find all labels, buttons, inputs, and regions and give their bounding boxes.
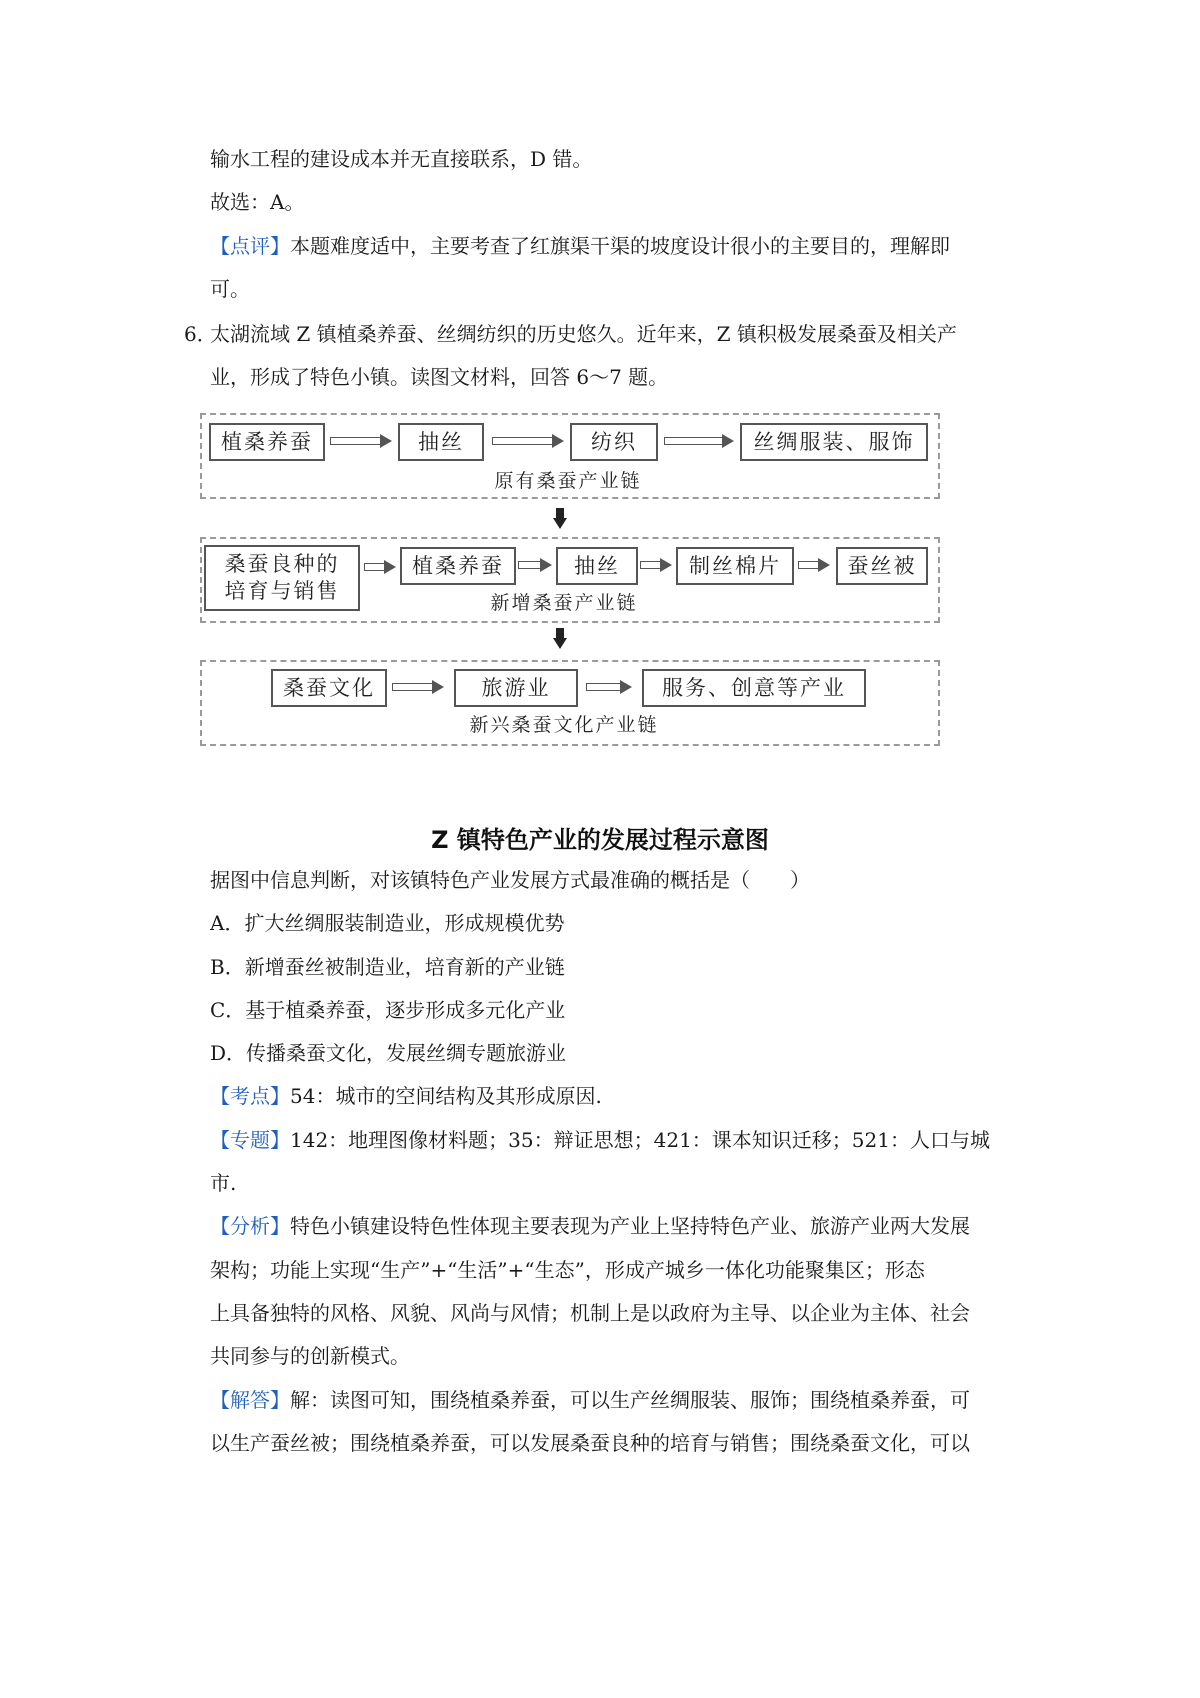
chain2-box-breeding	[204, 545, 360, 611]
chain2-box-line: 培育与销售	[224, 579, 340, 603]
fenxi-line	[210, 1212, 970, 1240]
fenxi-text-cont: 架构；功能上实现“生产”+“生活”+“生态”，形成产城乡一体化功能聚集区；形态	[210, 1258, 925, 1282]
question-number: 6．	[184, 322, 217, 346]
fenxi-text-cont: 共同参与的创新模式。	[210, 1344, 410, 1368]
kaodian-tag: 【考点】	[210, 1084, 290, 1108]
comment-tag: 【点评】	[210, 234, 290, 258]
kaodian-line	[210, 1082, 602, 1110]
chain2-box: 制丝棉片	[676, 547, 794, 585]
arrow-right-icon	[330, 434, 392, 448]
jieda-text-cont: 以生产蚕丝被；围绕植桑养蚕，可以发展桑蚕良种的培育与销售；围绕桑蚕文化，可以	[210, 1431, 970, 1455]
text-line: 输水工程的建设成本并无直接联系，D 错。	[210, 147, 593, 171]
chain3-box: 桑蚕文化	[271, 669, 387, 707]
arrow-right-icon	[640, 558, 672, 572]
question-text: 业，形成了特色小镇。读图文材料，回答 6～7 题。	[210, 365, 669, 389]
arrow-right-icon	[586, 680, 632, 694]
chain2-box-line: 桑蚕良种的	[224, 552, 340, 576]
chain3-label: 新兴桑蚕文化产业链	[469, 714, 659, 736]
zhuanti-text: 142：地理图像材料题；35：辩证思想；421：课本知识迁移；521：人口与城	[290, 1128, 990, 1152]
chain1-box: 丝绸服装、服饰	[740, 423, 928, 461]
kaodian-text: 54：城市的空间结构及其形成原因.	[290, 1084, 602, 1108]
arrow-right-icon	[664, 434, 734, 448]
arrow-right-icon	[392, 680, 444, 694]
chain1-label: 原有桑蚕产业链	[494, 470, 642, 492]
question-stem: 据图中信息判断，对该镇特色产业发展方式最准确的概括是（ ）	[210, 868, 810, 892]
chain2-box: 抽丝	[556, 547, 638, 585]
figure-title: Z 镇特色产业的发展过程示意图	[431, 826, 769, 854]
text-line: 可。	[210, 277, 250, 301]
option-b: B．新增蚕丝被制造业，培育新的产业链	[210, 955, 565, 979]
fenxi-tag: 【分析】	[210, 1214, 290, 1238]
option-c: C．基于植桑养蚕，逐步形成多元化产业	[210, 998, 566, 1022]
zhuanti-tag: 【专题】	[210, 1128, 290, 1152]
fenxi-text-cont: 上具备独特的风格、风貌、风尚与风情；机制上是以政府为主导、以企业为主体、社会	[210, 1301, 970, 1325]
text-line: 故选：A。	[210, 190, 305, 214]
zhuanti-line	[210, 1126, 990, 1154]
jieda-tag: 【解答】	[210, 1388, 290, 1412]
chain3-box: 服务、创意等产业	[642, 669, 866, 707]
question-text: 太湖流域 Z 镇植桑养蚕、丝绸纺织的历史悠久。近年来，Z 镇积极发展桑蚕及相关产	[210, 322, 957, 346]
arrow-right-icon	[518, 558, 552, 572]
arrow-right-icon	[798, 558, 830, 572]
option-d: D．传播桑蚕文化，发展丝绸专题旅游业	[210, 1041, 567, 1065]
chain1-box: 植桑养蚕	[209, 423, 325, 461]
zhuanti-text-cont: 市.	[210, 1171, 237, 1195]
arrow-down-icon	[553, 508, 567, 530]
chain1-box: 纺织	[570, 423, 658, 461]
chain2-label: 新增桑蚕产业链	[490, 592, 638, 614]
jieda-text: 解：读图可知，围绕植桑养蚕，可以生产丝绸服装、服饰；围绕植桑养蚕，可	[290, 1388, 970, 1412]
chain2-box: 蚕丝被	[836, 547, 928, 585]
chain3-box: 旅游业	[454, 669, 578, 707]
arrow-right-icon	[492, 434, 564, 448]
chain1-box: 抽丝	[398, 423, 484, 461]
arrow-down-icon	[553, 628, 567, 650]
jieda-line	[210, 1386, 970, 1414]
fenxi-text: 特色小镇建设特色性体现主要表现为产业上坚持特色产业、旅游产业两大发展	[290, 1214, 970, 1238]
option-a: A．扩大丝绸服装制造业，形成规模优势	[210, 911, 565, 935]
comment-line	[210, 232, 950, 260]
chain2-box: 植桑养蚕	[400, 547, 516, 585]
comment-text: 本题难度适中，主要考查了红旗渠干渠的坡度设计很小的主要目的，理解即	[290, 234, 950, 258]
arrow-right-icon	[364, 560, 396, 574]
